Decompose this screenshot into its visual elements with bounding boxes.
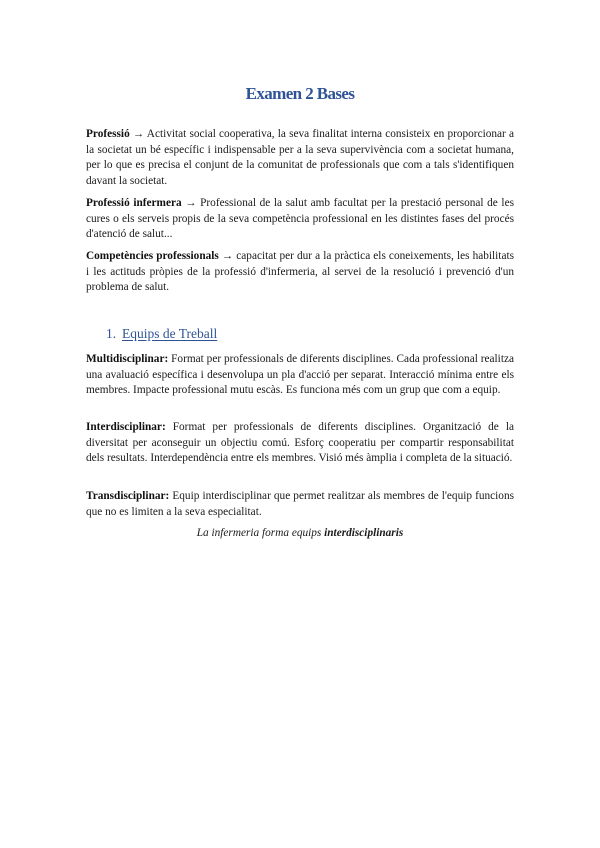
definition-term: Competències professionals <box>86 250 219 262</box>
section-heading <box>106 326 217 342</box>
definition-professio <box>86 127 514 189</box>
document-title: Examen 2 Bases <box>245 84 355 103</box>
definition-text: capacitat per dur a la pràctica els coneixements, les habilitats i les actituds pròpies de la professió d'infermeria, al servei de la resolució i prevenció d'un problema de salut. <box>86 250 514 293</box>
definition-text: Activitat social cooperativa, la seva finalitat interna consisteix en proporcionar a la societat un bé específic i indispensable per a la seva supervivència com a societat humana, per lo que es precisa el conjunt de la comunitat de professionals que com a tals s'identifiquen davant la societat. <box>86 128 514 187</box>
section-number: 1. <box>106 326 117 341</box>
closing-note-prefix: La infermeria forma equips <box>196 527 325 539</box>
team-type-transdisciplinar <box>86 489 514 520</box>
team-type-text: Format per professionals de diferents disciplines. Cada professional realitza una avaluació específica i desenvolupa un pla d'acció per separat. Interacció mínima entre els membres. Impacte professional mutu escàs. Es funciona més com un grup que com a equip. <box>86 353 514 396</box>
closing-note-emphasis: interdisciplinaris <box>324 527 404 539</box>
definition-term: Professió infermera <box>86 197 182 209</box>
definition-term: Professió <box>86 128 130 140</box>
team-type-text: Equip interdisciplinar que permet realitzar als membres de l'equip funcions que no es limiten a la seva especialitat. <box>86 490 514 518</box>
arrow-icon: → <box>129 128 147 140</box>
team-type-interdisciplinar <box>86 420 514 467</box>
definition-text: Professional de la salut amb facultat per la prestació personal de les cures o els serveis propis de la seva competència professional en les distintes fases del procés d'atenció de salut... <box>86 197 514 240</box>
closing-note <box>0 527 600 539</box>
definition-competencies <box>86 249 514 296</box>
arrow-icon: → <box>181 197 201 209</box>
team-type-term: Multidisciplinar: <box>86 353 169 365</box>
team-type-term: Transdisciplinar: <box>86 490 170 502</box>
definition-professio-infermera <box>86 196 514 243</box>
arrow-icon: → <box>218 250 237 262</box>
team-type-text: Format per professionals de diferents disciplines. Organització de la diversitat per aconseguir un objectiu comú. Esforç cooperatiu per compartir responsabilitat dels resultats. Interdependència entre els membres. Visió més àmplia i completa de la situació. <box>86 421 514 464</box>
team-type-multidisciplinar <box>86 352 514 399</box>
section-heading-text: Equips de Treball <box>122 326 218 341</box>
team-type-term: Interdisciplinar: <box>86 421 166 433</box>
